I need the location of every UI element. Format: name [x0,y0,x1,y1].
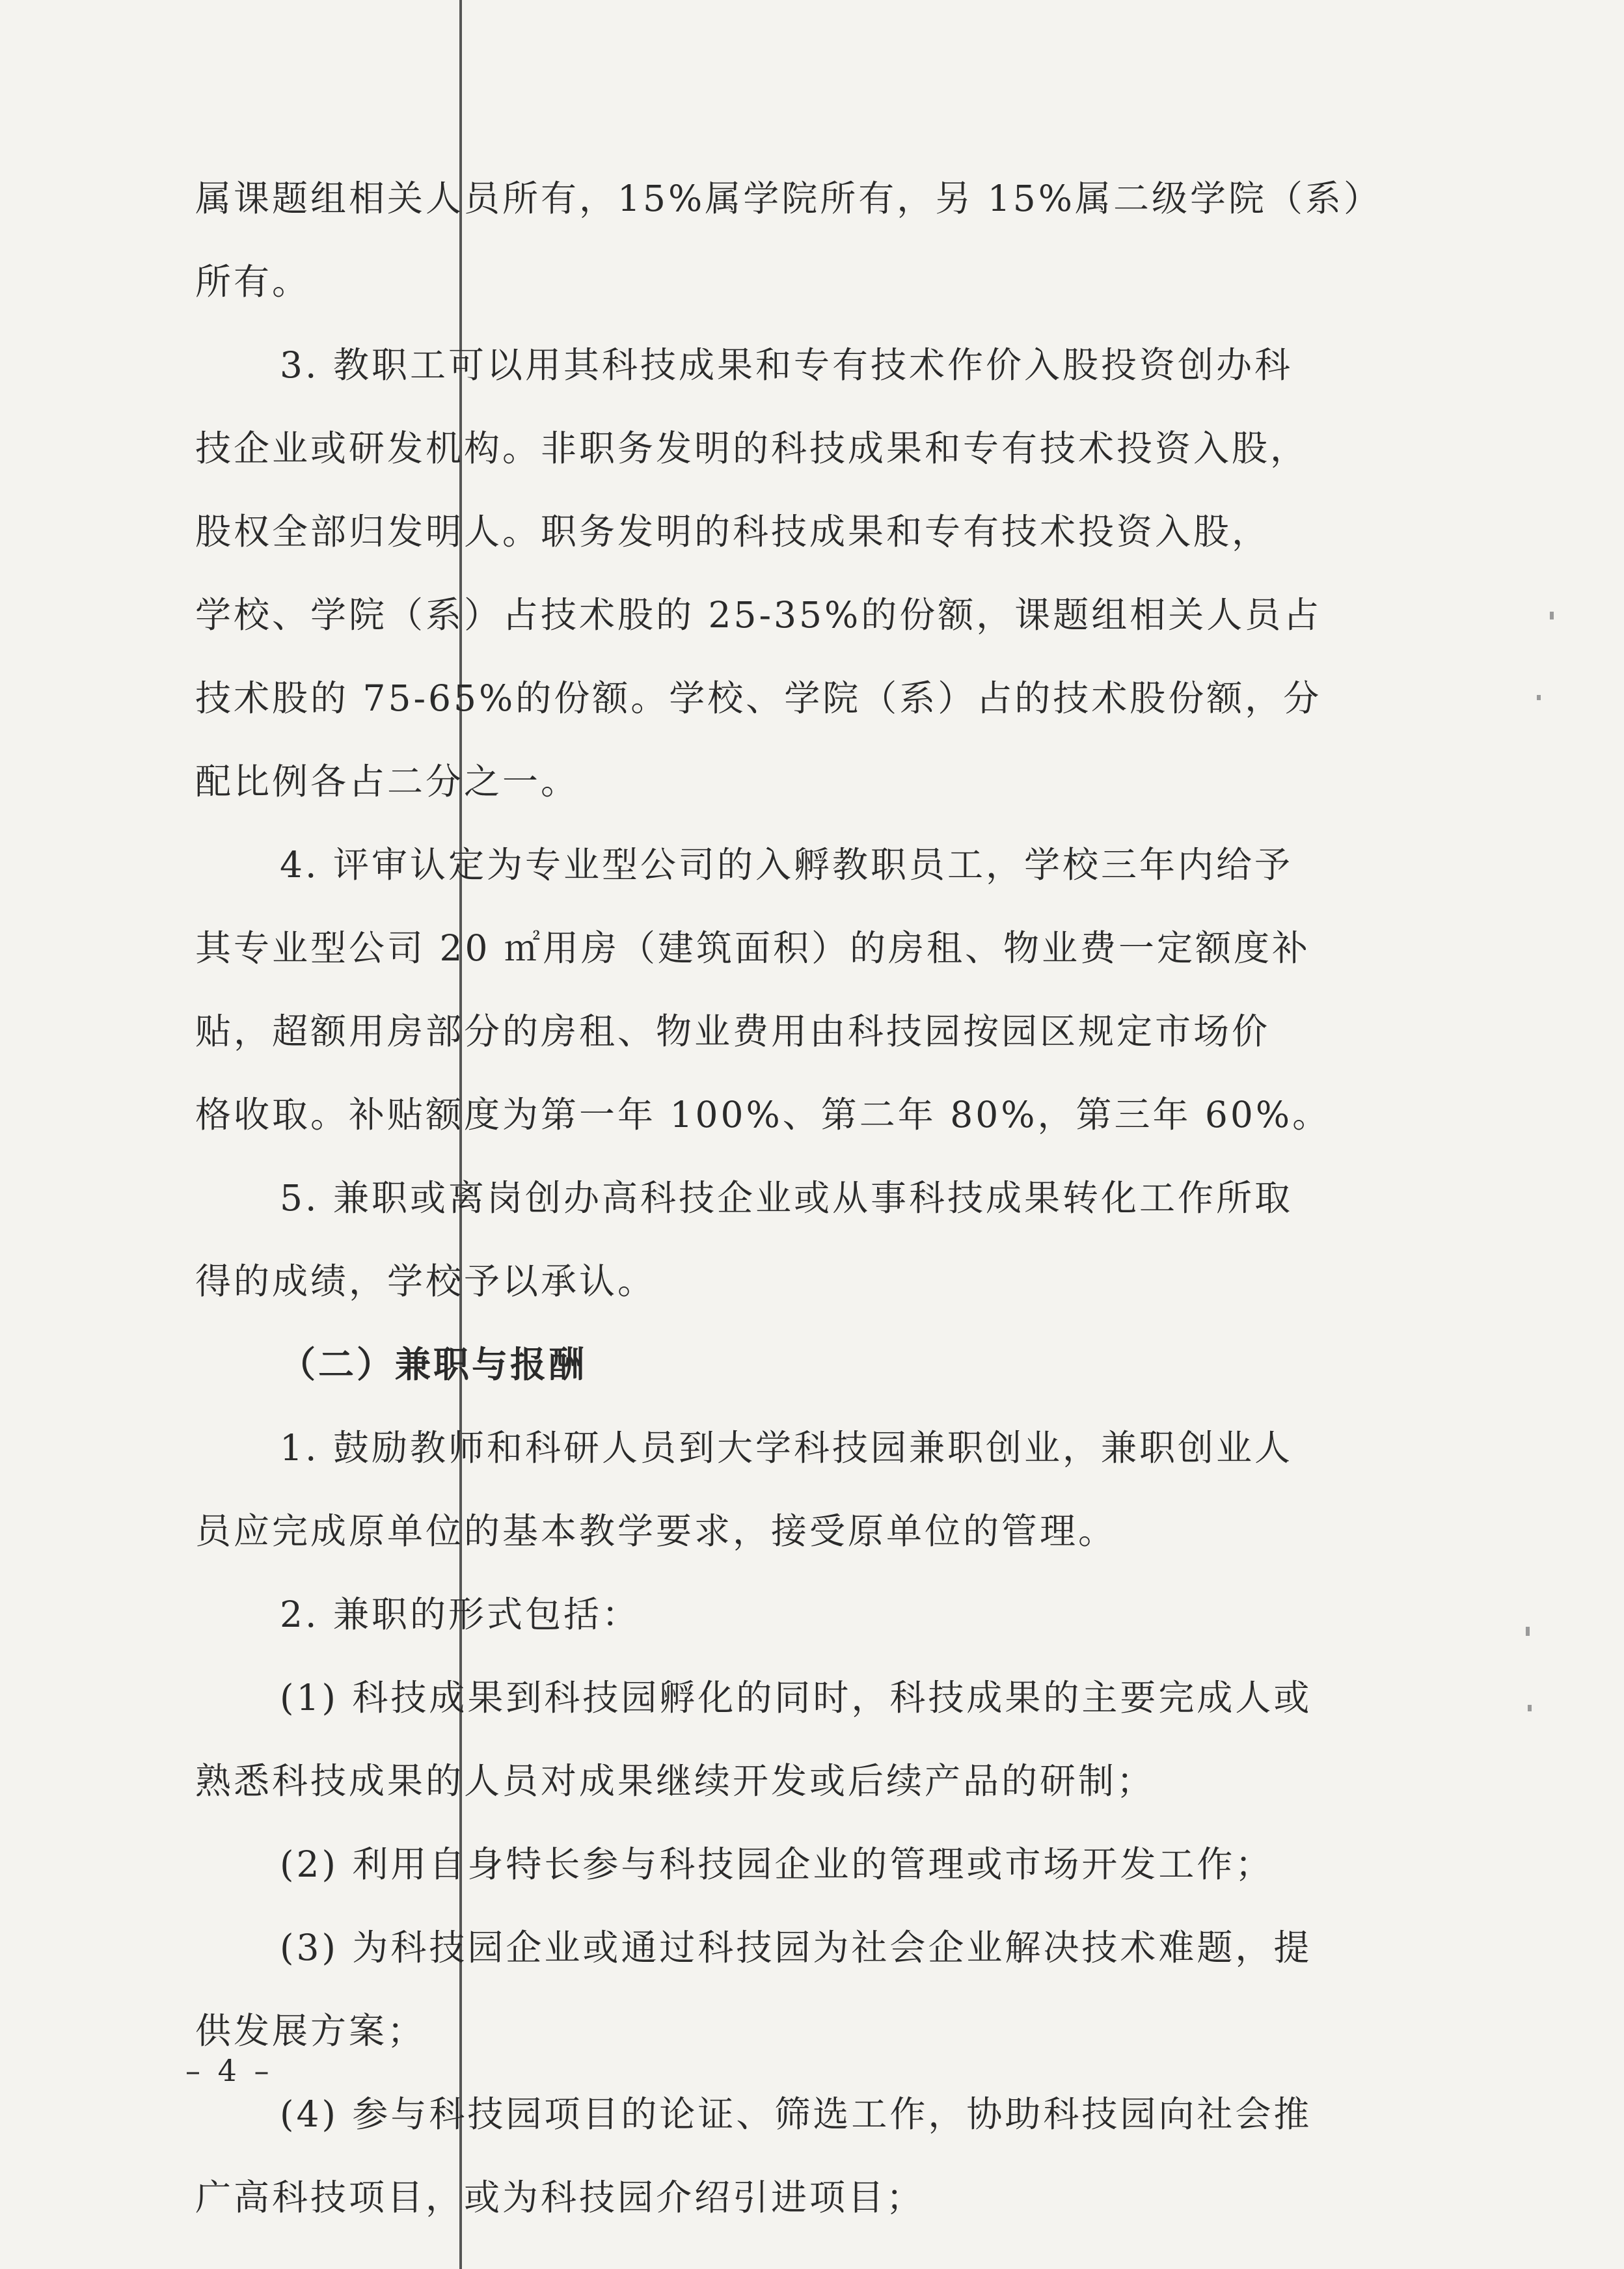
text-line: 广高科技项目，或为科技园介绍引进项目； [195,2177,925,2218]
text-line: (3) 为科技园企业或通过科技园为社会企业解决技术难题，提 [280,1927,1312,1968]
text-line: 供发展方案； [195,2010,426,2052]
text-line: 学校、学院（系）占技术股的 25-35%的份额，课题组相关人员占 [195,594,1322,636]
text-line: 股权全部归发明人。职务发明的科技成果和专有技术投资入股， [195,511,1271,552]
text-line: 技企业或研发机构。非职务发明的科技成果和专有技术投资入股， [195,428,1309,469]
text-line: 所有。 [195,261,311,303]
text-line: (2) 利用自身特长参与科技园企业的管理或市场开发工作； [280,1843,1274,1885]
text-line: 其专业型公司 20 ㎡用房（建筑面积）的房租、物业费一定额度补 [195,927,1310,969]
section-heading: （二）兼职与报酬 [280,1343,588,1385]
text-line: (1) 科技成果到科技园孵化的同时，科技成果的主要完成人或 [280,1677,1312,1719]
text-line: 5. 兼职或离岗创办高科技企业或从事科技成果转化工作所取 [280,1177,1293,1219]
text-line: 3. 教职工可以用其科技成果和专有技术作价入股投资创办科 [280,344,1293,386]
text-line: 4. 评审认定为专业型公司的入孵教职员工，学校三年内给予 [280,844,1293,886]
text-line: 贴，超额用房部分的房租、物业费用由科技园按园区规定市场价 [195,1011,1271,1052]
text-line: 属课题组相关人员所有，15%属学院所有，另 15%属二级学院（系） [195,178,1382,219]
text-line: 配比例各占二分之一。 [195,761,580,802]
page-number: – 4 – [185,2053,273,2088]
text-line: 员应完成原单位的基本教学要求，接受原单位的管理。 [195,1510,1117,1552]
text-line: 得的成绩，学校予以承认。 [195,1260,656,1302]
scan-speck [1528,1705,1532,1711]
scan-speck [1550,612,1554,619]
scan-speck [1537,695,1541,700]
text-line: 技术股的 75-65%的份额。学校、学院（系）占的技术股份额，分 [195,677,1322,719]
scan-speck [1526,1627,1530,1636]
text-line: (4) 参与科技园项目的论证、筛选工作，协助科技园向社会推 [280,2093,1312,2135]
text-line: 熟悉科技成果的人员对成果继续开发或后续产品的研制； [195,1760,1156,1802]
text-line: 格收取。补贴额度为第一年 100%、第二年 80%，第三年 60%。 [195,1094,1331,1135]
text-line: 2. 兼职的形式包括： [280,1594,640,1635]
text-line: 1. 鼓励教师和科研人员到大学科技园兼职创业，兼职创业人 [280,1427,1293,1469]
